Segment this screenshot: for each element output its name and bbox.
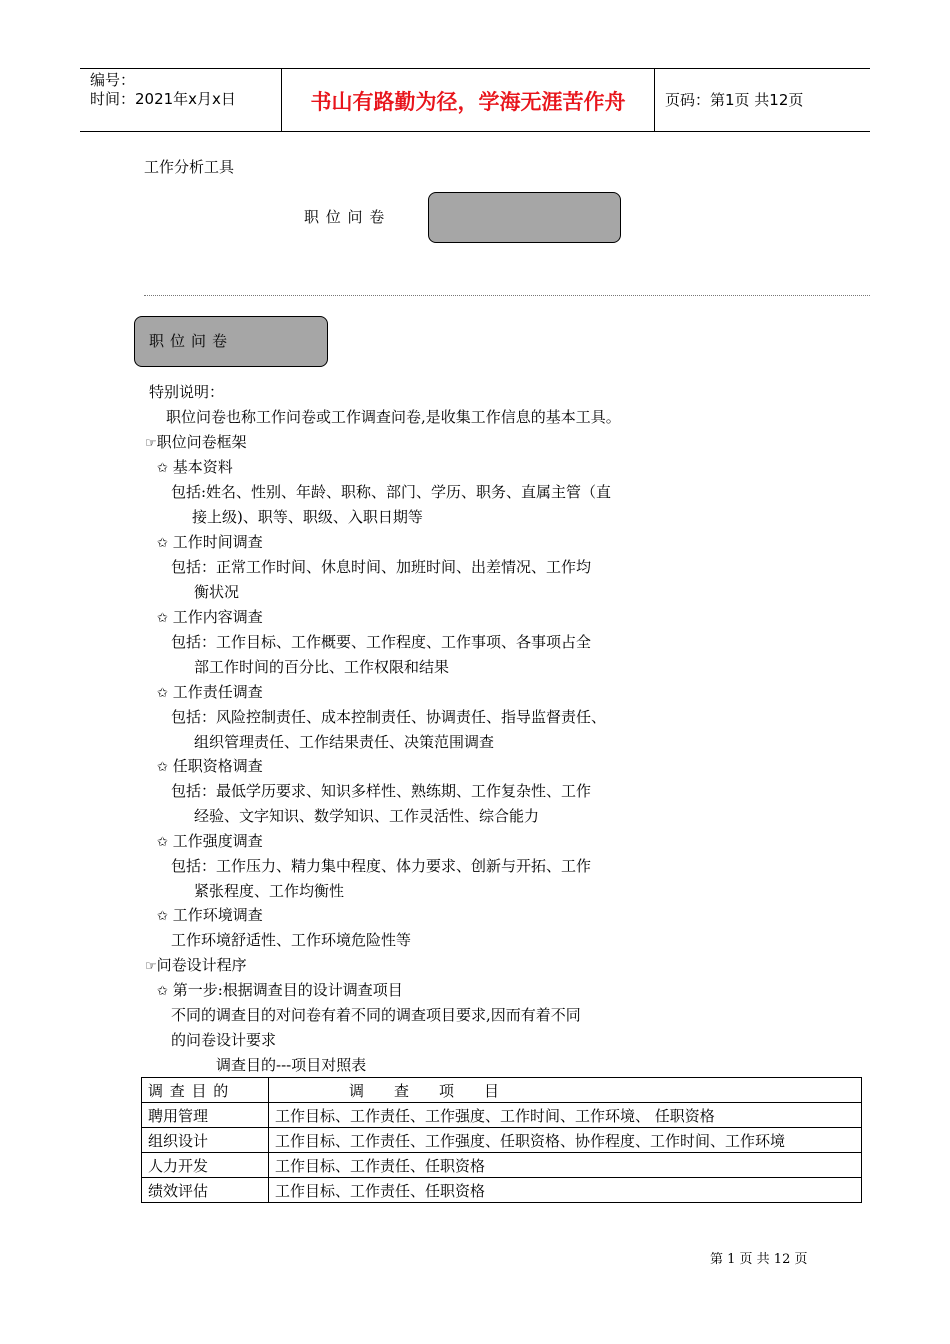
framework-item-line: 紧张程度、工作均衡性	[194, 882, 345, 900]
table-cell: 人力开发	[142, 1153, 269, 1178]
framework-item-title	[157, 455, 233, 481]
step1-title	[157, 978, 403, 1004]
framework-item-line: 衡状况	[194, 583, 240, 601]
framework-item-line: 接上级)、职等、职级、入职日期等	[192, 508, 423, 526]
star-icon: ✩	[157, 909, 168, 924]
framework-item-line: 包括：风险控制责任、成本控制责任、协调责任、指导监督责任、	[171, 708, 607, 726]
page-header	[80, 68, 870, 132]
table-row	[142, 1178, 862, 1203]
table-header-cell: 调 查 目 的	[142, 1078, 269, 1103]
framework-item-line: 组织管理责任、工作结果责任、决策范围调查	[194, 733, 495, 751]
star-icon: ✩	[157, 760, 168, 775]
table-cell: 工作目标、工作责任、任职资格	[269, 1178, 862, 1203]
table-row	[142, 1153, 862, 1178]
id-label: 编号：	[90, 71, 136, 89]
star-icon: ✩	[157, 536, 168, 551]
framework-item-title	[157, 530, 263, 556]
framework-item-title	[157, 605, 263, 631]
star-icon: ✩	[157, 835, 168, 850]
table-cell: 工作目标、工作责任、工作强度、任职资格、协作程度、工作时间、工作环境	[269, 1128, 862, 1153]
table-cell: 工作目标、工作责任、任职资格	[269, 1153, 862, 1178]
header-divider	[654, 69, 655, 131]
star-icon: ✩	[157, 686, 168, 701]
header-motto: 书山有路勤为径，学海无涯苦作舟	[310, 90, 626, 114]
dotted-divider	[144, 295, 870, 296]
special-note-title: 特别说明：	[149, 383, 225, 401]
item-title: 工作环境调查	[172, 906, 263, 924]
step-title: 第一步:根据调查目的设计调查项目	[172, 981, 403, 999]
header-meta	[90, 71, 236, 109]
table-cell: 工作目标、工作责任、工作强度、工作时间、工作环境、 任职资格	[269, 1103, 862, 1128]
purpose-item-table	[141, 1077, 862, 1203]
framework-item-line: 包括：工作压力、精力集中程度、体力要求、创新与开拓、工作	[171, 857, 592, 875]
framework-item-line: 包括：最低学历要求、知识多样性、熟练期、工作复杂性、工作	[171, 782, 592, 800]
item-title: 工作内容调查	[172, 608, 263, 626]
step1-line: 不同的调查目的对问卷有着不同的调查项目要求,因而有着不同	[171, 1006, 581, 1024]
framework-title: 职位问卷框架	[156, 433, 247, 451]
table-cell: 组织设计	[142, 1128, 269, 1153]
special-note-text: 职位问卷也称工作问卷或工作调查问卷,是收集工作信息的基本工具。	[166, 408, 621, 426]
date-label: 时间：2021年x月x日	[90, 90, 236, 108]
page-footer: 第 1 页 共 12 页	[710, 1252, 808, 1267]
box-caption: 职 位 问 卷	[304, 208, 386, 226]
design-heading	[145, 953, 247, 979]
pointing-hand-icon: ☞	[145, 959, 157, 974]
gray-box	[428, 192, 621, 243]
header-text: 调 查 项 目	[349, 1081, 500, 1100]
framework-item-title	[157, 903, 263, 929]
framework-item-line: 部工作时间的百分比、工作权限和结果	[194, 658, 450, 676]
item-title: 工作强度调查	[172, 832, 263, 850]
pointing-hand-icon: ☞	[145, 436, 157, 451]
step1-line: 的问卷设计要求	[171, 1031, 277, 1049]
framework-item-line: 经验、文字知识、数学知识、工作灵活性、综合能力	[194, 807, 540, 825]
framework-item-title	[157, 829, 263, 855]
item-title: 工作时间调查	[172, 533, 263, 551]
framework-item-title	[157, 754, 263, 780]
table-row	[142, 1128, 862, 1153]
table-cell: 绩效评估	[142, 1178, 269, 1203]
header-page-number: 页码：第1页 共12页	[665, 91, 804, 109]
framework-heading	[145, 430, 247, 456]
star-icon: ✩	[157, 984, 168, 999]
star-icon: ✩	[157, 611, 168, 626]
section-title: 工作分析工具	[144, 158, 235, 176]
table-header-cell	[269, 1078, 862, 1103]
framework-item-line: 工作环境舒适性、工作环境危险性等	[171, 931, 412, 949]
table-header-row	[142, 1078, 862, 1103]
star-icon: ✩	[157, 461, 168, 476]
table-caption: 调查目的---项目对照表	[216, 1056, 367, 1074]
item-title: 工作责任调查	[172, 683, 263, 701]
framework-item-line: 包括:姓名、性别、年龄、职称、部门、学历、职务、直属主管（直	[171, 483, 612, 501]
framework-item-title	[157, 680, 263, 706]
title-box	[134, 316, 328, 367]
table-cell: 聘用管理	[142, 1103, 269, 1128]
framework-item-line: 包括：工作目标、工作概要、工作程度、工作事项、各事项占全	[171, 633, 592, 651]
item-title: 基本资料	[172, 458, 233, 476]
title-box-label: 职位问卷	[149, 332, 234, 350]
item-title: 任职资格调查	[172, 757, 263, 775]
framework-item-line: 包括：正常工作时间、休息时间、加班时间、出差情况、工作均	[171, 558, 592, 576]
design-title: 问卷设计程序	[156, 956, 247, 974]
table-row	[142, 1103, 862, 1128]
